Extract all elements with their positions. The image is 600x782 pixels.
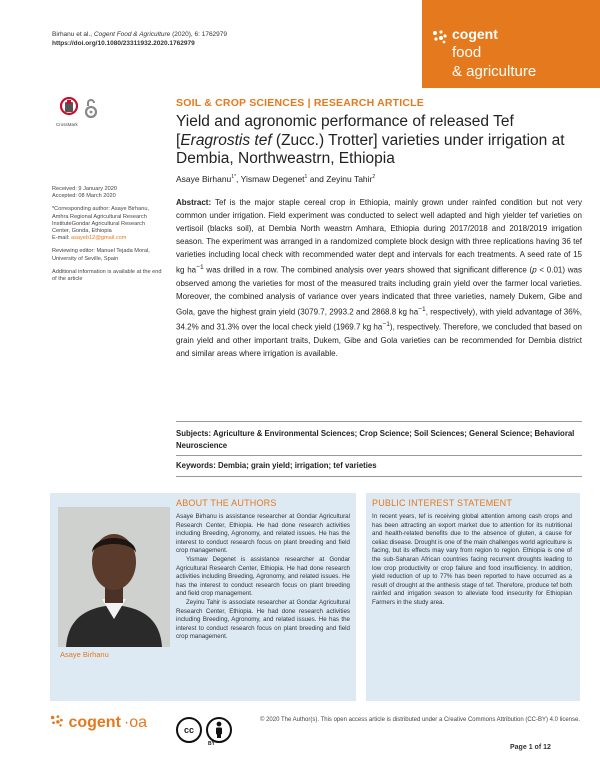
author-email-link[interactable]: asayeb12@gmail.com: [70, 235, 127, 242]
about-authors-heading: ABOUT THE AUTHORS: [176, 498, 277, 508]
received-date: Received: 9 January 2020: [52, 186, 117, 192]
page-number: Page 1 of 12: [510, 744, 551, 751]
citation: Birhanu et al., Cogent Food & Agriculture (2020), 6: 1762979: [52, 31, 228, 38]
divider: [176, 476, 582, 477]
public-interest-box: [366, 493, 580, 701]
about-authors-text: Asaye Birhanu is assistance researcher at Gondar Agricultural Research Center, Ethiopia. He had done research activities including Breeding, Agronomy, and related issues. He has the interest to conduct research focus on plant breeding and field crop management. Yismaw Degenet is assistance researcher at Gondar Agricultural Research Center, Ethiopia. He had done research activities including Breeding, Agronomy, and related issues. He has the interest to conduct research focus on plant breeding and field crop management. Zeyinu Tahir is associate researcher at Gondar Agricultural Research Center, Ethiopia. He had done research activities including Breeding, Agronomy, and related issues. He has the interest to conduct research focus on plant breeding and field crop management.: [176, 513, 350, 641]
by-label: BY: [208, 741, 215, 747]
by-attribution-icon[interactable]: [206, 717, 232, 743]
article-title: Yield and agronomic performance of released Tef [Eragrostis tef (Zucc.) Trotter] varieties under irrigation at Dembia, Northweastrn, Ethiopia: [176, 113, 565, 167]
author-1[interactable]: Asaye Birhanu: [176, 174, 232, 184]
divider: [176, 455, 582, 456]
author-photo: [58, 507, 170, 647]
public-interest-heading: PUBLIC INTEREST STATEMENT: [372, 498, 513, 508]
photo-caption: Asaye Birhanu: [60, 650, 109, 659]
cogent-dots-icon: [50, 714, 64, 728]
public-interest-text: In recent years, tef is receiving global attention among cash crops and has been attracting an export market due to attention for its nutritional and health-related benefits due to the absence of gluten, a cause for celiac disease. Drought is one of the main challenges world agriculture is facing, but its effects may vary from region to region. Ethiopia is one of the sub-Saharan African countries facing recurrent droughts leading to low crop productivity or crop failure and food insufficiency. In addition, yield reduction of up to 77% has been reported to have occurred as a result of drought at the anthesis stage of tef. Therefore, produce tef both rainfed and irrigation season to alleviate food insecurity for Ethiopian Farmers in the study area.: [372, 513, 572, 606]
crossmark-icon[interactable]: [60, 97, 78, 119]
brand-line-2: food: [452, 44, 482, 61]
corresponding-author: *Corresponding author: Asaye Birhanu, Amhra Regional Agricultural Research InstituteGondar Agricultural Research Center, Gonda, Ethiopia: [52, 206, 150, 235]
running-header: [52, 30, 227, 48]
cogent-oa-logo[interactable]: cogent ·oa: [50, 714, 147, 732]
doi-link[interactable]: https://doi.org/10.1080/23311932.2020.1762979: [52, 40, 195, 47]
open-access-icon: [84, 97, 98, 119]
accepted-date: Accepted: 08 March 2020: [52, 193, 116, 200]
abstract: Abstract: Tef is the major staple cereal crop in Ethiopia, mainly grown under rainfed condition but not very common under irrigation. Field experiment was conducted to select well adapted and high yielder tef varieties on vertisoil (blacks soil), at Dembia North weastrn Amhara, Ethiopia during 2017/2018 and 2018/2019 irrigation season. The experiment was arranged in a randomized complete block design with three replications having 36 tef varieties including local check with recommended water dept and intervals for each treatments. A seed rate of 15 kg $ha^{-1}$ was drilled in a row. The combined analysis over years showed that significant difference (p < 0.01) was observed among the varieties for most of the measured traits including grain yield over the farmer local varieties. Moreover, the combined analysis of variance over years indicated that three varieties, namely Dukem, Gibe and Gola, gave the highest grain yield (3079.7, 2993.2 and 2868.8 kg $ha^{-1}$, respectively), with yield advantage of 36%, 34.2% and 31.3% over the local check yield (1969.7 kg $ha^{-1}$), respectively. Therefore, we concluded that based on grain yield and other important traits, Dukem, Gibe and Gola varieties can be recommended for Dembia district and similar areas where irrigation is available.: [176, 198, 582, 358]
crossmark-label: CrossMark: [56, 122, 78, 127]
author-2[interactable]: , Yismaw Degenet: [236, 174, 305, 184]
cogent-dots-icon: [432, 30, 448, 44]
brand-line-3: & agriculture: [452, 63, 537, 80]
brand-line-1: cogent: [452, 26, 498, 42]
cc-license-icon[interactable]: cc: [176, 717, 202, 743]
author-list: Asaye Birhanu$^{1*}$, Yismaw Degenet$^1$ and Zeyinu Tahir$^2$: [176, 174, 376, 184]
author-3[interactable]: and Zeyinu Tahir: [307, 174, 373, 184]
author-portrait-icon: [58, 507, 170, 647]
subjects: Subjects: Agriculture & Environmental Sciences; Crop Science; Soil Sciences; General Science; Behavioral Neuroscience: [176, 429, 575, 450]
license-text: © 2020 The Author(s). This open access article is distributed under a Creative Commons Attribution (CC-BY) 4.0 license.: [260, 717, 581, 723]
reviewing-editor: Reviewing editor: Manuel Tejada Moral, University of Seville, Spain: [52, 248, 150, 262]
article-meta: Received: 9 January 2020 Accepted: 08 March 2020 *Corresponding author: Asaye Birhanu, Amhra Regional Agricultural Research InstituteGondar Agricultural Research Center, Gonda, Ethiopia E-mail: asayeb12@gmail.com Reviewing editor: Manuel Tejada Moral, University of Seville, Spain Additional information is available at the end of the article: [52, 186, 164, 289]
keywords: Keywords: Dembia; grain yield; irrigation; tef varieties: [176, 461, 377, 470]
section-label: SOIL & CROP SCIENCES | RESEARCH ARTICLE: [176, 97, 424, 109]
additional-info: Additional information is available at the end of the article: [52, 268, 162, 283]
divider: [176, 421, 582, 422]
journal-brand: [422, 0, 600, 88]
